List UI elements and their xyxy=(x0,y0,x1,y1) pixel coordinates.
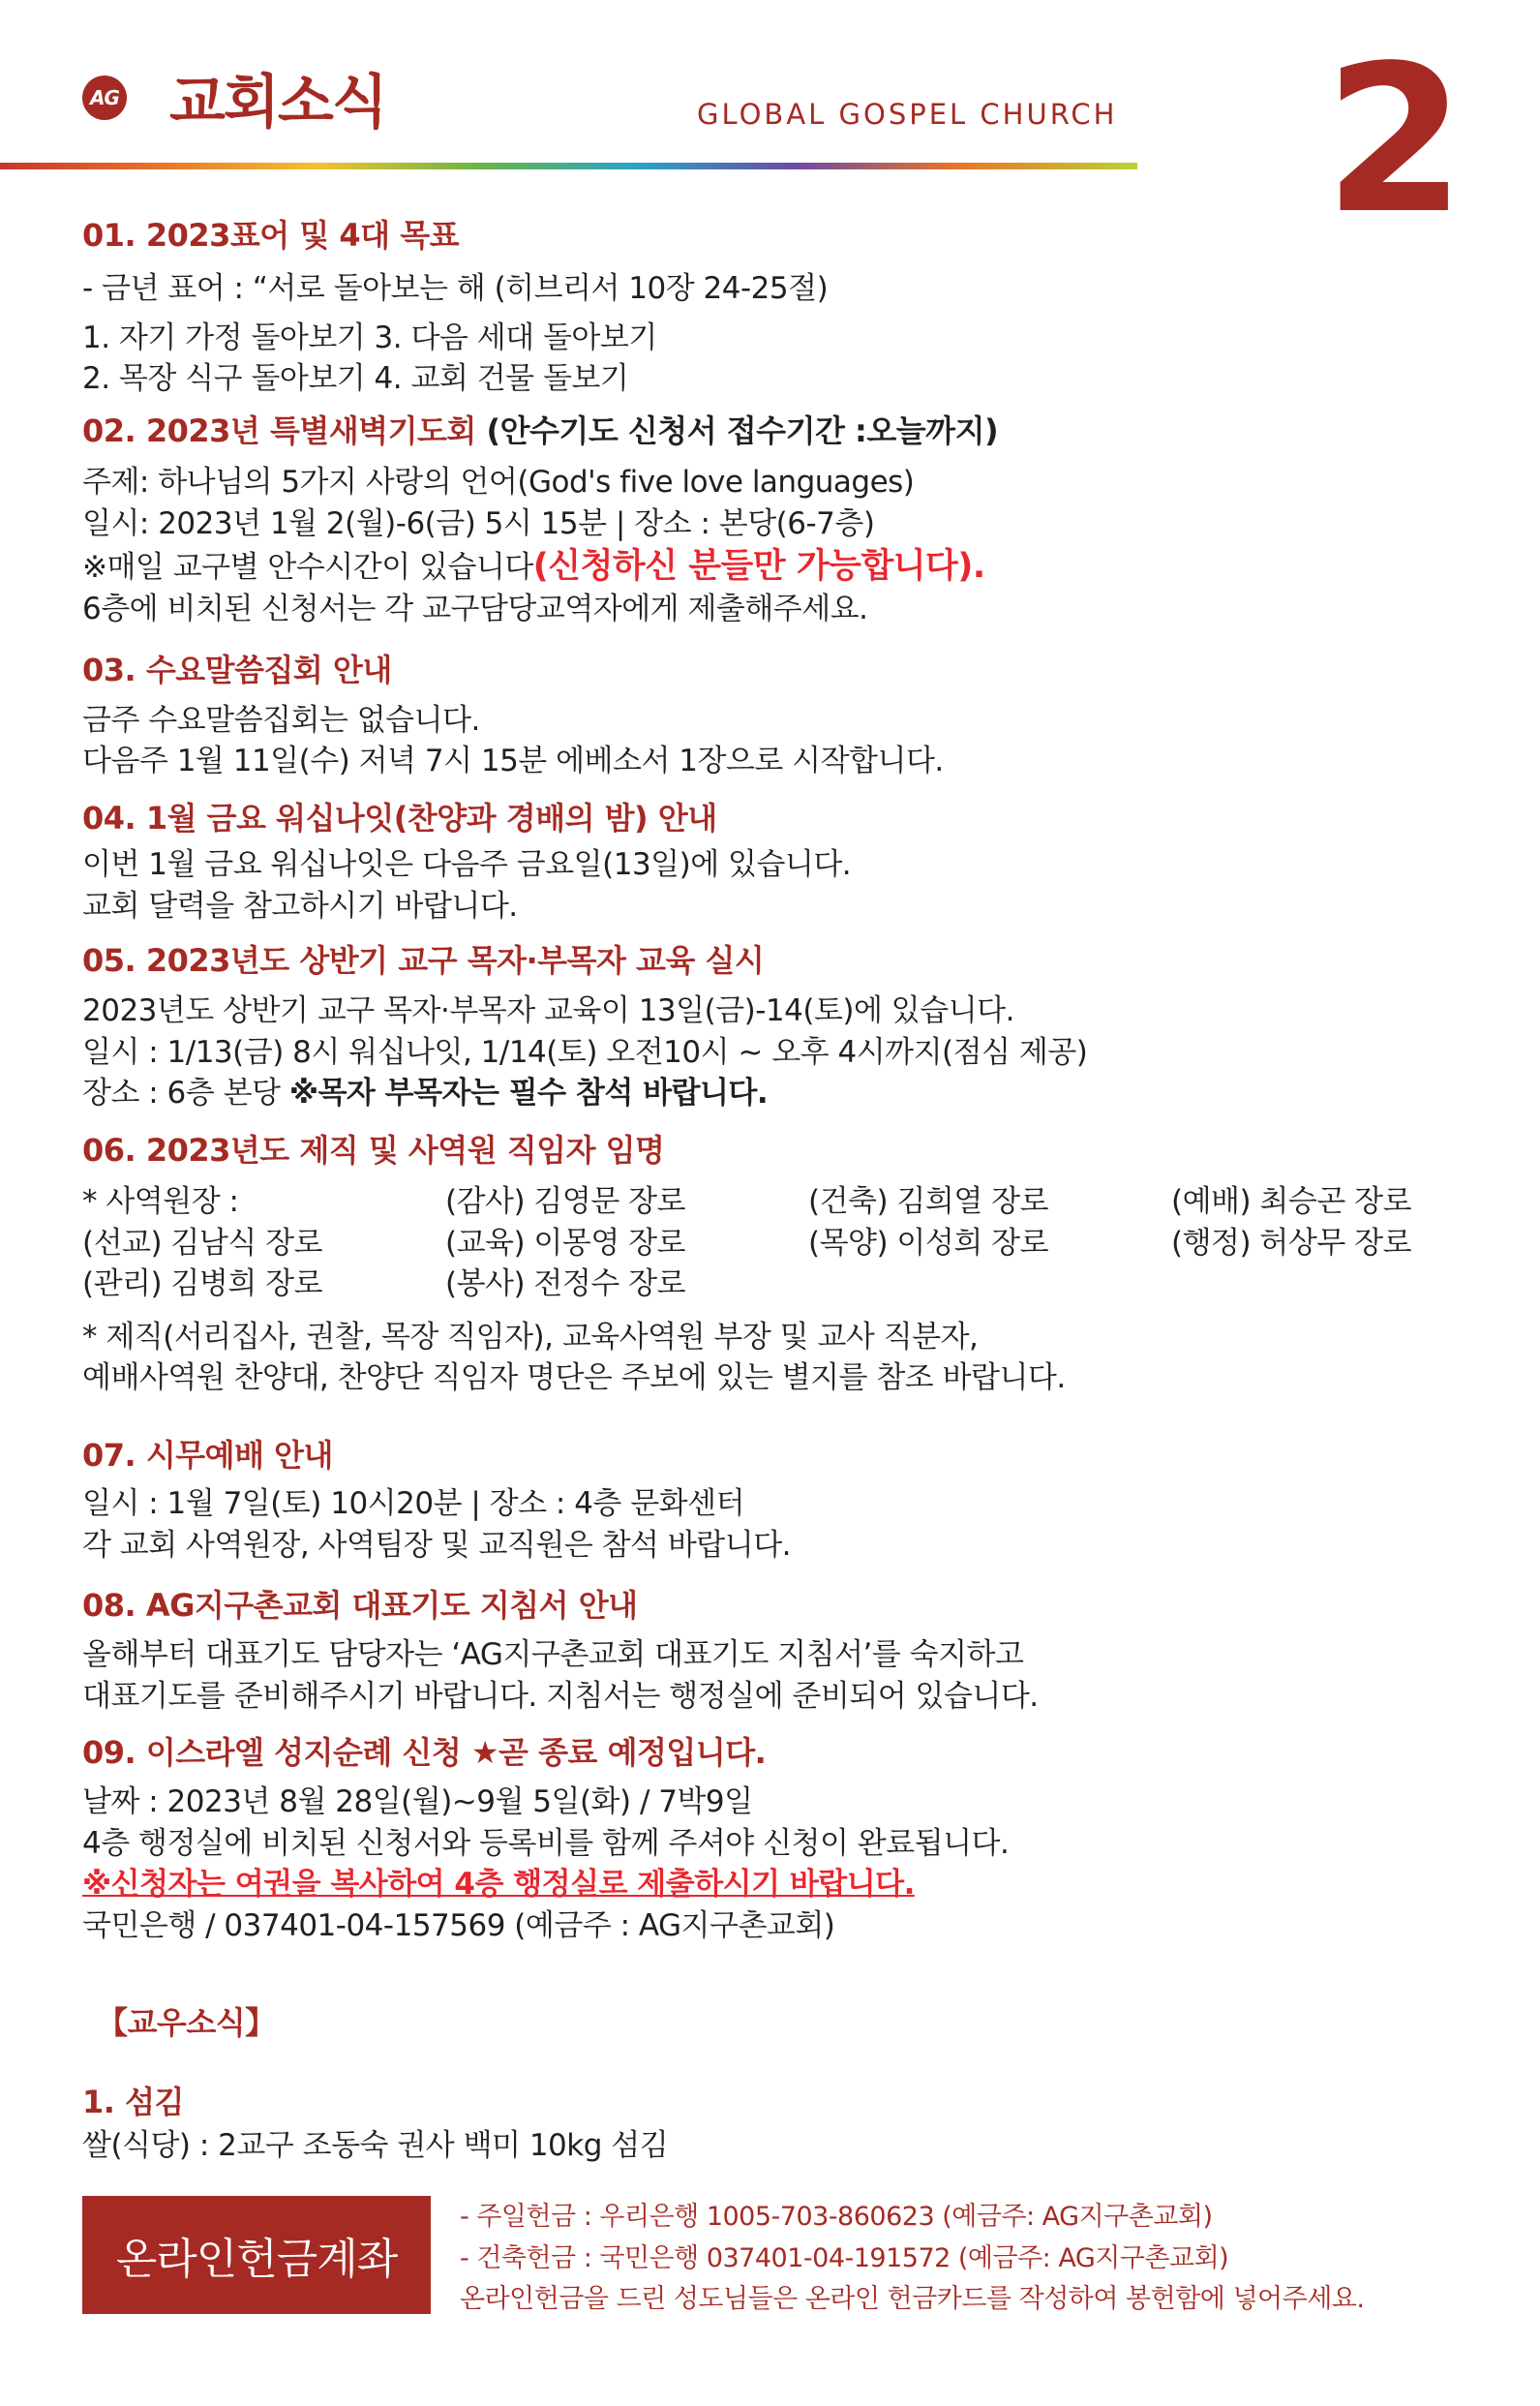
appointment-cell: (봉사) 전정수 장로 xyxy=(445,1266,686,1301)
page-title: 교회소식 xyxy=(169,69,386,137)
appointment-cell: (선교) 김남식 장로 xyxy=(82,1226,323,1261)
section-06-heading: 06. 2023년도 제직 및 사역원 직임자 임명 xyxy=(82,1132,665,1169)
church-name: GLOBAL GOSPEL CHURCH xyxy=(697,98,1118,131)
news-heading: 【교우소식】 xyxy=(97,2004,276,2041)
section-08-heading: 08. AG지구촌교회 대표기도 지침서 안내 xyxy=(82,1587,638,1624)
section-09-line: 국민은행 / 037401-04-157569 (예금주 : AG지구촌교회) xyxy=(82,1908,835,1943)
section-03-line: 금주 수요말씀집회는 없습니다. xyxy=(82,703,480,738)
section-02-title: 02. 2023년 특별새벽기도회 xyxy=(82,412,476,449)
news-line: 쌀(식당) : 2교구 조동숙 권사 백미 10kg 섬김 xyxy=(82,2128,669,2163)
section-08-line: 대표기도를 준비해주시기 바랍니다. 지침서는 행정실에 준비되어 있습니다. xyxy=(82,1679,1039,1714)
section-09-red-notice: ※신청자는 여권을 복사하여 4층 행정실로 제출하시기 바랍니다. xyxy=(82,1867,915,1902)
page-number: 2 xyxy=(1324,21,1466,259)
giving-line: - 주일헌금 : 우리은행 1005-703-860623 (예금주: AG지구촌교회) xyxy=(460,2202,1213,2232)
section-02-line: 6층에 비치된 신청서는 각 교구담당교역자에게 제출해주세요. xyxy=(82,592,868,626)
section-01-line: 1. 자기 가정 돌아보기 3. 다음 세대 돌아보기 xyxy=(82,320,657,355)
section-05-bold-notice: ※목자 부목자는 필수 참석 바랍니다. xyxy=(288,1076,769,1111)
section-02-notice: ※매일 교구별 안수시간이 있습니다 xyxy=(82,550,533,585)
section-07-heading: 07. 시무예배 안내 xyxy=(82,1437,333,1474)
section-02-line xyxy=(82,539,985,588)
section-05-line: 일시 : 1/13(금) 8시 워십나잇, 1/14(토) 오전10시 ~ 오후 4시까지(점심 제공) xyxy=(82,1035,1088,1070)
section-05-heading: 05. 2023년도 상반기 교구 목자·부목자 교육 실시 xyxy=(82,942,765,979)
giving-line: - 건축헌금 : 국민은행 037401-04-191572 (예금주: AG지구촌교회) xyxy=(460,2243,1229,2273)
section-08-line: 올해부터 대표기도 담당자는 ‘AG지구촌교회 대표기도 지침서’를 숙지하고 xyxy=(82,1637,1024,1672)
section-09-line: 날짜 : 2023년 8월 28일(월)~9월 5일(화) / 7박9일 xyxy=(82,1784,753,1819)
appointment-cell: * 사역원장 : xyxy=(82,1184,239,1219)
appointment-cell: (목양) 이성희 장로 xyxy=(808,1226,1049,1261)
section-03-heading: 03. 수요말씀집회 안내 xyxy=(82,652,392,688)
appointment-cell: (감사) 김영문 장로 xyxy=(445,1184,686,1219)
church-logo: AG xyxy=(82,76,127,120)
news-subheading: 1. 섬김 xyxy=(82,2084,184,2120)
giving-line: 온라인헌금을 드린 성도님들은 온라인 헌금카드를 작성하여 봉헌함에 넣어주세요. xyxy=(460,2284,1365,2314)
section-07-line: 각 교회 사역원장, 사역팀장 및 교직원은 참석 바랍니다. xyxy=(82,1528,791,1563)
section-05-place: 장소 : 6층 본당 xyxy=(82,1076,289,1111)
online-giving-box: 온라인헌금계좌 xyxy=(82,2196,431,2314)
section-05-line xyxy=(82,1068,768,1112)
rainbow-divider xyxy=(0,163,1137,169)
section-05-line: 2023년도 상반기 교구 목자·부목자 교육이 13일(금)-14(토)에 있습니다. xyxy=(82,993,1014,1028)
appointment-cell: (예배) 최승곤 장로 xyxy=(1171,1184,1412,1219)
section-02-line: 일시: 2023년 1월 2(월)-6(금) 5시 15분 | 장소 : 본당(6-7층) xyxy=(82,506,875,541)
section-04-line: 교회 달력을 참고하시기 바랍니다. xyxy=(82,889,518,924)
appointment-cell: (건축) 김희열 장로 xyxy=(808,1184,1049,1219)
section-09-line: 4층 행정실에 비치된 신청서와 등록비를 함께 주셔야 신청이 완료됩니다. xyxy=(82,1826,1010,1861)
appointment-cell: (행정) 허상무 장로 xyxy=(1171,1226,1412,1261)
section-02-heading xyxy=(82,407,998,451)
section-01-line: - 금년 표어 : “서로 돌아보는 해 (히브리서 10장 24-25절) xyxy=(82,271,829,306)
section-07-line: 일시 : 1월 7일(토) 10시20분 | 장소 : 4층 문화센터 xyxy=(82,1486,745,1521)
section-04-line: 이번 1월 금요 워십나잇은 다음주 금요일(13일)에 있습니다. xyxy=(82,847,852,882)
section-02-line: 주제: 하나님의 5가지 사랑의 언어(God's five love languages) xyxy=(82,465,915,500)
section-04-heading: 04. 1월 금요 워십나잇(찬양과 경배의 밤) 안내 xyxy=(82,800,717,837)
section-09-heading: 09. 이스라엘 성지순례 신청 ★곧 종료 예정입니다. xyxy=(82,1734,767,1771)
section-02-title-extra: (안수기도 신청서 접수기간 :오늘까지) xyxy=(475,412,999,449)
appointment-cell: (교육) 이몽영 장로 xyxy=(445,1226,686,1261)
section-01-heading: 01. 2023표어 및 4대 목표 xyxy=(82,217,460,254)
appointment-cell: (관리) 김병희 장로 xyxy=(82,1266,323,1301)
section-02-red-notice: (신청하신 분들만 가능합니다). xyxy=(532,547,985,586)
section-06-line: * 제직(서리집사, 권찰, 목장 직임자), 교육사역원 부장 및 교사 직분자, xyxy=(82,1320,979,1355)
section-01-line: 2. 목장 식구 돌아보기 4. 교회 건물 돌보기 xyxy=(82,361,629,396)
section-06-line: 예배사역원 찬양대, 찬양단 직임자 명단은 주보에 있는 별지를 참조 바랍니다. xyxy=(82,1360,1066,1395)
section-03-line: 다음주 1월 11일(수) 저녁 7시 15분 에베소서 1장으로 시작합니다. xyxy=(82,744,944,778)
